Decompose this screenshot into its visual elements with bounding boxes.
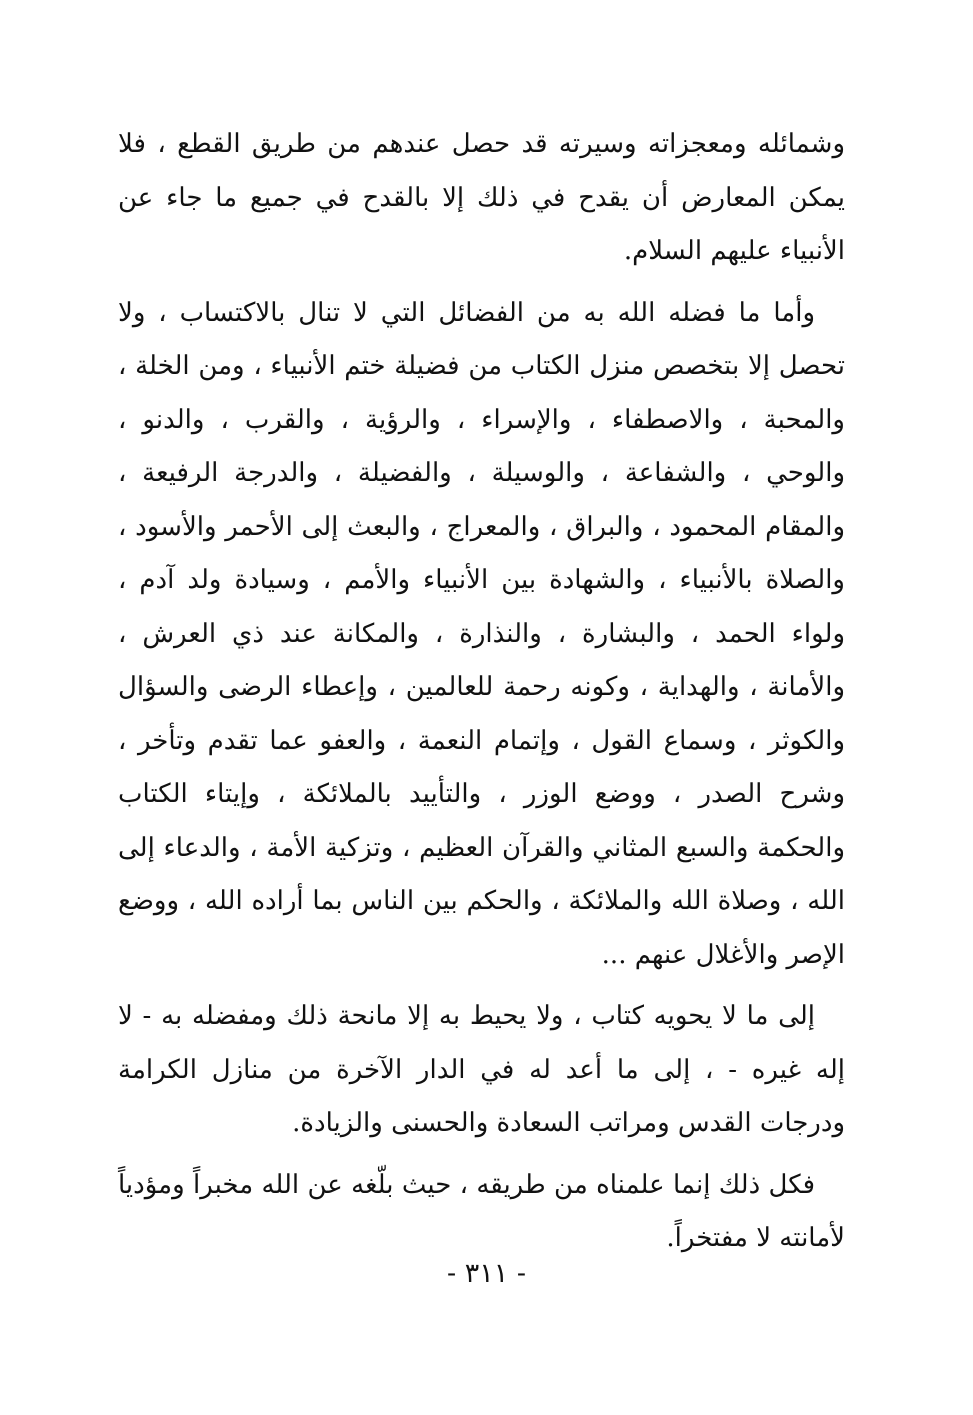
page-number: - ٣١١ - [447,1258,526,1289]
paragraph-3: إلى ما لا يحويه كتاب ، ولا يحيط به إلا مانحة ذلك ومفضله به - لا إله غيره - ، إلى ما أعد له في الدار الآخرة من منازل الكرامة ودرجات القدس ومراتب السعادة والحسنى والزيادة. [118,1001,845,1138]
paragraph-2: وأما ما فضله الله به من الفضائل التي لا تنال بالاكتساب ، ولا تحصل إلا بتخصص منزل الكتاب من فضيلة ختم الأنبياء ، ومن الخلة ، والمحبة ، والاصطفاء ، والإسراء ، والرؤية ، والقرب ، والدنو ، والوحي ، والشفاعة ، والوسيلة ، والفضيلة ، والدرجة الرفيعة ، والمقام المحمود ، والبراق ، والمعراج ، والبعث إلى الأحمر والأسود ، والصلاة بالأنبياء ، والشهادة بين الأنبياء والأمم ، وسيادة ولد آدم ، ولواء الحمد ، والبشارة ، والنذارة ، والمكانة عند ذي العرش ، والأمانة ، والهداية ، وكونه رحمة للعالمين ، وإعطاء الرضى والسؤال والكوثر ، وسماع القول ، وإتمام النعمة ، والعفو عما تقدم وتأخر ، وشرح الصدر ، ووضع الوزر ، والتأييد بالملائكة ، وإيتاء الكتاب والحكمة والسبع المثاني والقرآن العظيم ، وتزكية الأمة ، والدعاء إلى الله ، وصلاة الله والملائكة ، والحكم بين الناس بما أراده الله ، ووضع الإصر والأغلال عنهم ... [118,297,845,970]
page-body [118,118,845,1266]
paragraph-4: فكل ذلك إنما علمناه من طريقه ، حيث بلّغه عن الله مخبراً ومؤدياً لأمانته لا مفتخراً. [118,1169,845,1253]
paragraph-1: وشمائله ومعجزاته وسيرته قد حصل عندهم من طريق القطع ، فلا يمكن المعارض أن يقدح في ذلك إلا بالقدح في جميع ما جاء عن الأنبياء عليهم السلام. [118,129,845,266]
